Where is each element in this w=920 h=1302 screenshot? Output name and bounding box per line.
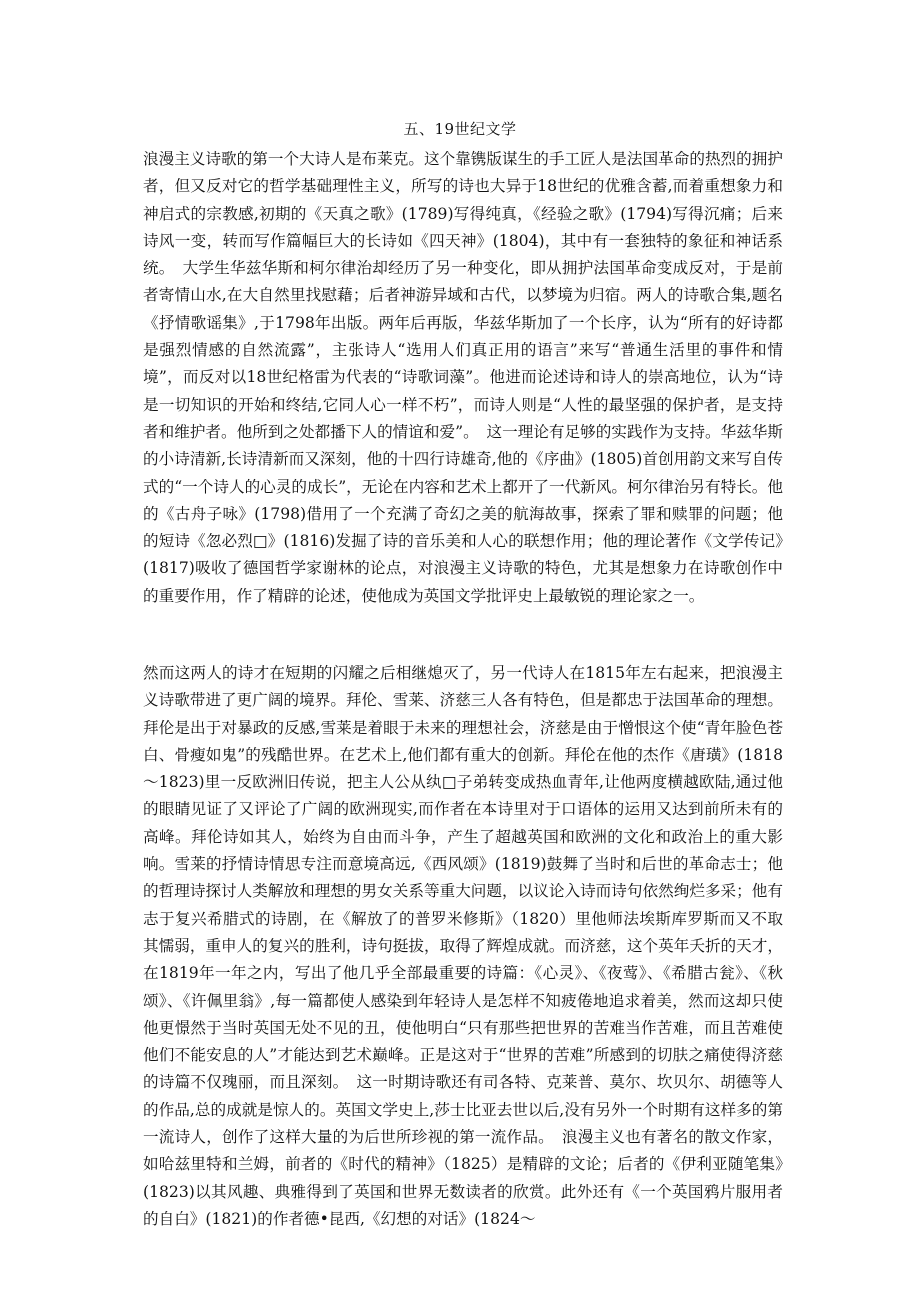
paragraph-romantic-poetry-second-generation: 然而这两人的诗才在短期的闪耀之后相继熄灭了，另一代诗人在1815年左右起来，把浪漫主义诗歌带进了更广阔的境界。拜伦、雪莱、济慈三人各有特色，但是都忠于法国革命的理想。拜伦是出于对暴政的反感,雪莱是着眼于未来的理想社会，济慈是由于憎恨这个使“青年脸色苍白、骨瘦如鬼”的残酷世界。在艺术上,他们都有重大的创新。拜伦在他的杰作《唐璜》(1818～1823)里一反欧洲旧传说，把主人公从纨□子弟转变成热血青年,让他两度横越欧陆,通过他的眼睛见证了又评论了广阔的欧洲现实,而作者在本诗里对于口语体的运用又达到前所未有的高峰。拜伦诗如其人，始终为自由而斗争，产生了超越英国和欧洲的文化和政治上的重大影响。雪莱的抒情诗情思专注而意境高远,《西风颂》(1819)鼓舞了当时和后世的革命志士；他的哲理诗探讨人类解放和理想的男女关系等重大问题，以议论入诗而诗句依然绚烂多采；他有志于复兴希腊式的诗剧，在《解放了的普罗米修斯》（1820）里他师法埃斯库罗斯而又不取其懦弱，重申人的复兴的胜利，诗句挺拔，取得了辉煌成就。而济慈，这个英年夭折的天才，在1819年一年之内，写出了他几乎全部最重要的诗篇：《心灵》、《夜莺》、《希腊古瓮》、《秋颂》、《许佩里翁》,每一篇都使人感染到年轻诗人是怎样不知疲倦地追求着美，然而这却只使他更憬然于当时英国无处不见的丑，使他明白“只有那些把世界的苦难当作苦难，而且苦难使他们不能安息的人”才能达到艺术巅峰。正是这对于“世界的苦难”所感到的切肤之痛使得济慈的诗篇不仅瑰丽，而且深刻。 这一时期诗歌还有司各特、克莱普、莫尔、坎贝尔、胡德等人的作品,总的成就是惊人的。英国文学史上,莎士比亚去世以后,没有另外一个时期有这样多的第一流诗人，创作了这样大量的为后世所珍视的第一流作品。 浪漫主义也有著名的散文作家，如哈兹里特和兰姆，前者的《时代的精神》（1825）是精辟的文论；后者的《伊利亚随笔集》(1823)以其风趣、典雅得到了英国和世界无数读者的欣赏。此外还有《一个英国鸦片服用者的自白》(1821)的作者德•昆西,《幻想的对话》(1824～ xyxy=(143,664,783,1228)
section-title: 五、19世纪文学 xyxy=(403,120,517,138)
paragraph-romantic-poetry-first-generation: 浪漫主义诗歌的第一个大诗人是布莱克。这个靠镌版谋生的手工匠人是法国革命的热烈的拥护者，但又反对它的哲学基础理性主义，所写的诗也大异于18世纪的优雅含蓄,而着重想象力和神启式的宗教感,初期的《天真之歌》(1789)写得纯真，《经验之歌》(1794)写得沉痛；后来诗风一变，转而写作篇幅巨大的长诗如《四天神》(1804)，其中有一套独特的象征和神话系统。 大学生华兹华斯和柯尔律治却经历了另一种变化，即从拥护法国革命变成反对，于是前者寄情山水,在大自然里找慰藉；后者神游异域和古代，以梦境为归宿。两人的诗歌合集,题名《抒情歌谣集》,于1798年出版。两年后再版，华兹华斯加了一个长序，认为“所有的好诗都是强烈情感的自然流露”，主张诗人“选用人们真正用的语言”来写“普通生活里的事件和情境”，而反对以18世纪格雷为代表的“诗歌词藻”。他进而论述诗和诗人的崇高地位，认为“诗是一切知识的开始和终结,它同人心一样不朽”，而诗人则是“人性的最坚强的保护者，是支持者和维护者。他所到之处都播下人的情谊和爱”。 这一理论有足够的实践作为支持。华兹华斯的小诗清新,长诗清新而又深刻，他的十四行诗雄奇,他的《序曲》(1805)首创用韵文来写自传式的“一个诗人的心灵的成长”，无论在内容和艺术上都开了一代新风。柯尔律治另有特长。他的《古舟子咏》(1798)借用了一个充满了奇幻之美的航海故事，探索了罪和赎罪的问题；他的短诗《忽必烈□》(1816)发掘了诗的音乐美和人心的联想作用；他的理论著作《文学传记》(1817)吸收了德国哲学家谢林的论点，对浪漫主义诗歌的特色，尤其是想象力在诗歌创作中的重要作用，作了精辟的论述，使他成为英国文学批评史上最敏锐的理论家之一。 xyxy=(143,150,783,605)
